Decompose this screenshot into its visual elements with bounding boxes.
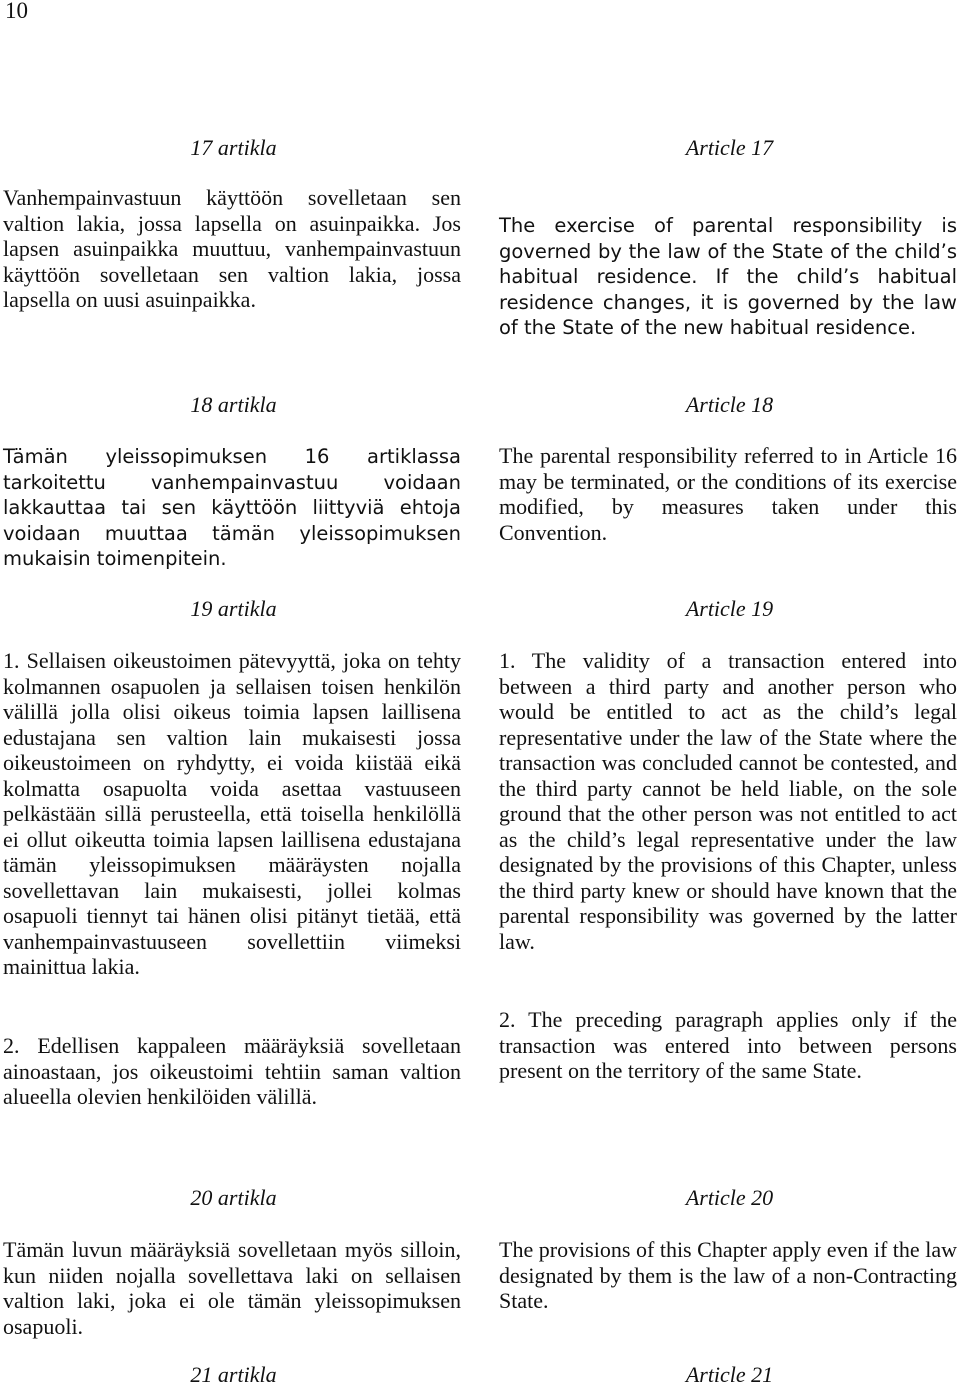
article-18-heading-en: Article 18 — [685, 392, 774, 417]
page-number: 10 — [5, 0, 28, 23]
article-21-heading-en: Article 21 — [685, 1362, 774, 1387]
article-17-text-fi: Vanhempainvastuun käyttöön sovelletaan sen valtion lakia, jossa lapsella on asuinpaikka. Jos lapsen asuinpaikka muuttuu, vanhempainvastuun käyttöön sovelletaan sen valtion lakia, jossa lapsella on uusi asuinpaikka. — [3, 185, 461, 312]
article-19-paragraph-2-fi: 2. Edellisen kappaleen määräyksiä sovelletaan ainoastaan, jos oikeustoimi tehtiin saman valtion alueella olevien henkilöiden välillä. — [3, 1033, 461, 1109]
article-18-text-en: The parental responsibility referred to in Article 16 may be terminated, or the conditions of its exercise modified, by measures taken under this Convention. — [499, 443, 957, 545]
article-17-text-en: The exercise of parental responsibility is governed by the law of the State of the child’s habitual residence. If the child’s habitual residence changes, it is governed by the law of the State of the new habitual residence. — [499, 214, 957, 339]
article-19-heading-en: Article 19 — [685, 596, 774, 621]
article-19-paragraph-2-en: 2. The preceding paragraph applies only if the transaction was entered into between persons present on the territory of the same State. — [499, 1007, 957, 1083]
article-18-heading-fi: 18 artikla — [190, 392, 277, 417]
article-20-text-en: The provisions of this Chapter apply even if the law designated by them is the law of a non-Contracting State. — [499, 1237, 957, 1313]
article-21-heading-fi: 21 artikla — [190, 1362, 277, 1387]
article-19-paragraph-1-fi: 1. Sellaisen oikeustoimen pätevyyttä, joka on tehty kolmannen osapuolen ja sellaisen toisen henkilön välillä jolla olisi oikeus toimia lapsen laillisena edustajana sen valtion lain mukaisesti jossa oikeustoimeen on ryhdytty, ei voida kiistää eikä kolmatta osapuolta voida asettaa vastuuseen pelkästään sillä perusteella, että toisella henkilöllä ei ollut oikeutta toimia lapsen laillisena edustajana tämän yleissopimuksen määräysten nojalla sovellettavan lain mukaisesti, jollei kolmas osapuoli tiennyt tai hänen olisi pitänyt tietää, että vanhempainvastuuseen sovellettiin viimeksi mainittua lakia. — [3, 648, 461, 979]
article-19-paragraph-1-en: 1. The validity of a transaction entered into between a third party and another person who would be entitled to act as the child’s legal representative under the law of the State where the transaction was concluded cannot be contested, and the third party cannot be held liable, on the sole ground that the other person was not entitled to act as the child’s legal representative under the law designated by the provisions of this Chapter, unless the third party knew or should have known that the parental responsibility was governed by the latter law. — [499, 648, 957, 954]
article-20-text-fi: Tämän luvun määräyksiä sovelletaan myös silloin, kun niiden nojalla sovellettava laki on sellaisen valtion laki, joka ei ole tämän yleissopimuksen osapuoli. — [3, 1237, 461, 1339]
article-20-heading-en: Article 20 — [685, 1185, 774, 1210]
article-17-heading-fi: 17 artikla — [190, 135, 277, 160]
article-19-heading-fi: 19 artikla — [190, 596, 277, 621]
article-20-heading-fi: 20 artikla — [190, 1185, 277, 1210]
article-17-heading-en: Article 17 — [685, 135, 774, 160]
article-18-text-fi: Tämän yleissopimuksen 16 artiklassa tarkoitettu vanhempainvastuu voidaan lakkauttaa tai sen käyttöön liittyviä ehtoja voidaan muuttaa tämän yleissopimuksen mukaisin toimenpitein. — [3, 445, 461, 570]
